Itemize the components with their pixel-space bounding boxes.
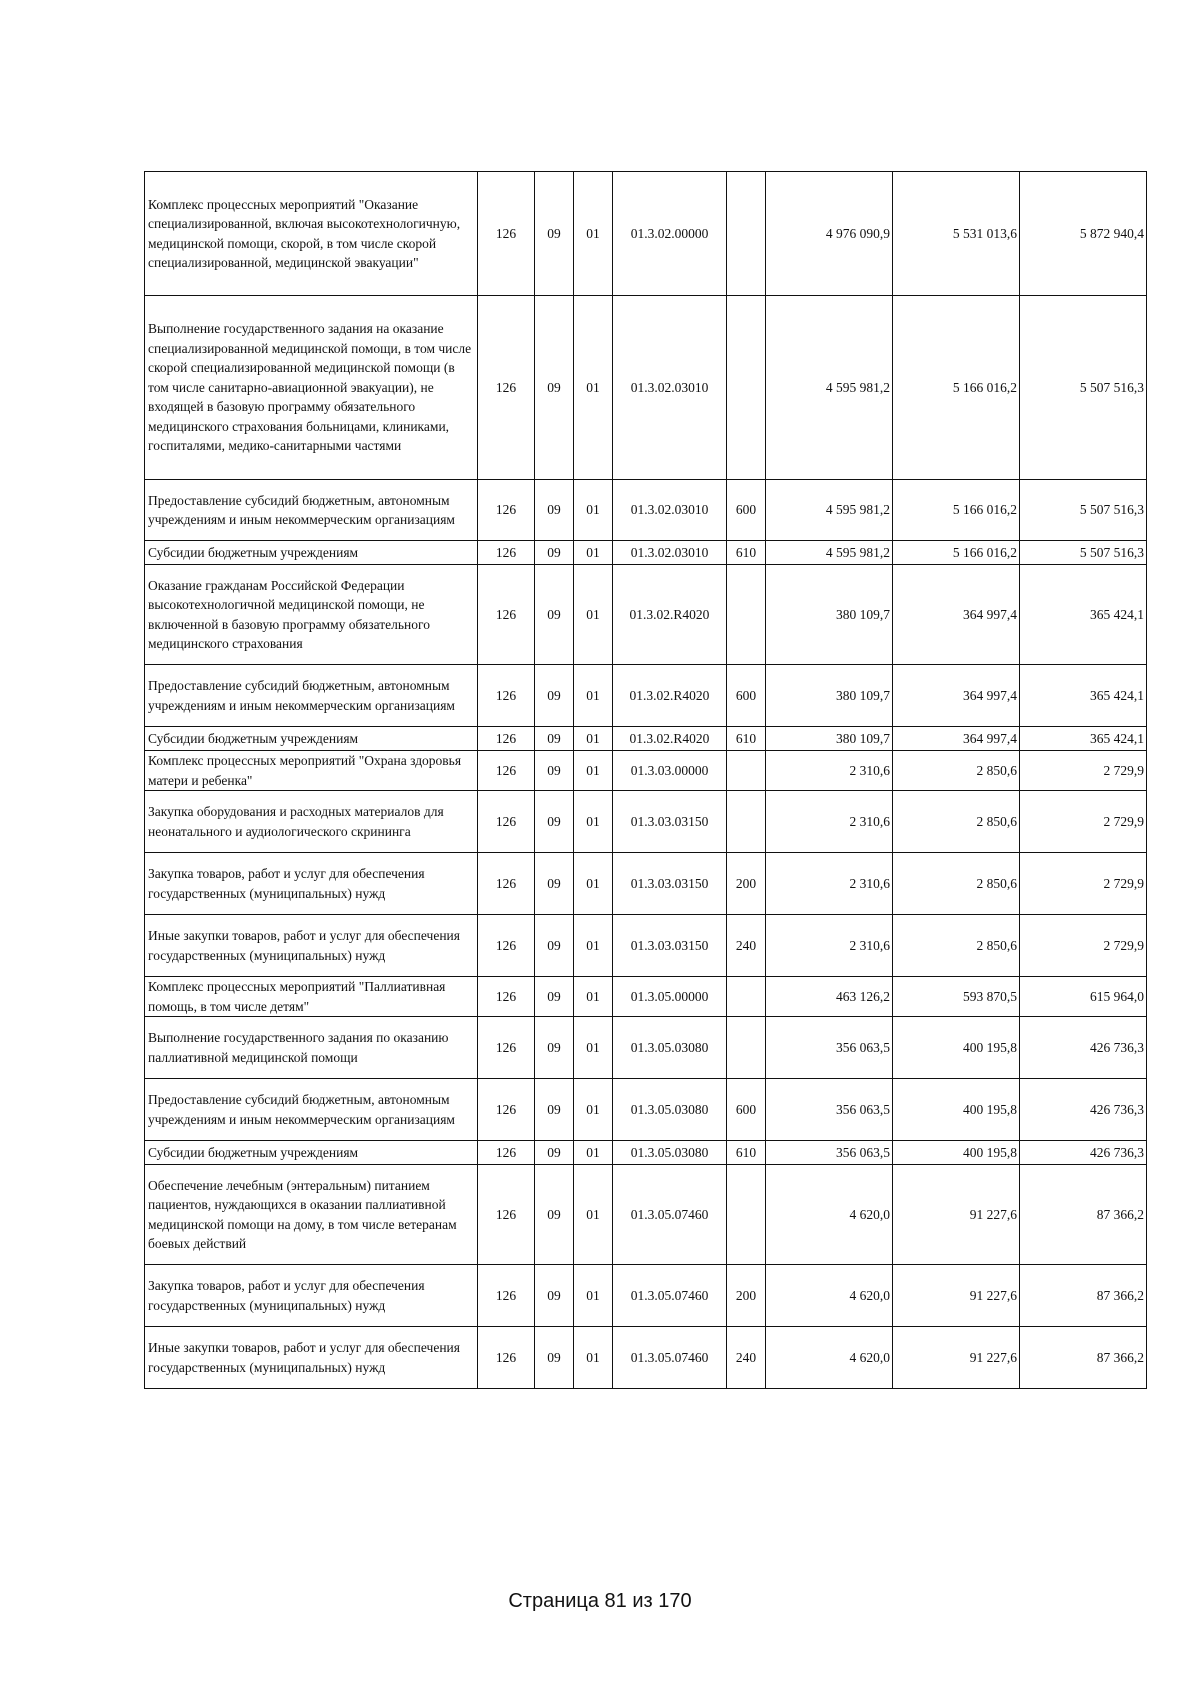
section-code-cell: 09: [535, 977, 574, 1017]
table-row: [145, 565, 1147, 665]
table-row: [145, 1265, 1147, 1327]
ministry-code-cell: 126: [478, 565, 535, 665]
subsection-code-cell: 01: [574, 853, 613, 915]
row-name-cell: Выполнение государственного задания на оказание специализированной медицинской помощи, в том числе скорой специализированной медицинской помощи (в том числе санитарно-авиационной эвакуации), не входящей в базовую программу обязательного медицинского страхования больницами, клиниками, госпиталями, медико-санитарными частями: [145, 296, 478, 480]
ministry-code-cell: 126: [478, 172, 535, 296]
amount-year3-cell: 2 729,9: [1020, 751, 1147, 791]
amount-year1-cell: 4 595 981,2: [766, 480, 893, 541]
section-code-cell: 09: [535, 791, 574, 853]
ministry-code-cell: 126: [478, 1165, 535, 1265]
amount-year1-cell: 4 595 981,2: [766, 541, 893, 565]
ministry-code-cell: 126: [478, 1141, 535, 1165]
amount-year3-cell: 5 507 516,3: [1020, 541, 1147, 565]
section-code-cell: 09: [535, 1165, 574, 1265]
table-row: [145, 915, 1147, 977]
table-row: [145, 791, 1147, 853]
table-row: [145, 853, 1147, 915]
subsection-code-cell: 01: [574, 565, 613, 665]
row-name-cell: Субсидии бюджетным учреждениям: [145, 727, 478, 751]
expense-kind-cell: [727, 977, 766, 1017]
section-code-cell: 09: [535, 296, 574, 480]
subsection-code-cell: 01: [574, 1141, 613, 1165]
subsection-code-cell: 01: [574, 1079, 613, 1141]
ministry-code-cell: 126: [478, 665, 535, 727]
row-name-cell: Закупка товаров, работ и услуг для обеспечения государственных (муниципальных) нужд: [145, 853, 478, 915]
target-article-cell: 01.3.02.R4020: [613, 565, 727, 665]
amount-year1-cell: 356 063,5: [766, 1079, 893, 1141]
expense-kind-cell: 600: [727, 1079, 766, 1141]
amount-year2-cell: 5 166 016,2: [893, 480, 1020, 541]
section-code-cell: 09: [535, 1017, 574, 1079]
amount-year1-cell: 2 310,6: [766, 853, 893, 915]
amount-year2-cell: 364 997,4: [893, 565, 1020, 665]
subsection-code-cell: 01: [574, 296, 613, 480]
row-name-cell: Предоставление субсидий бюджетным, автономным учреждениям и иным некоммерческим организациям: [145, 665, 478, 727]
amount-year2-cell: 2 850,6: [893, 791, 1020, 853]
amount-year2-cell: 2 850,6: [893, 751, 1020, 791]
amount-year3-cell: 87 366,2: [1020, 1165, 1147, 1265]
subsection-code-cell: 01: [574, 172, 613, 296]
section-code-cell: 09: [535, 1327, 574, 1389]
ministry-code-cell: 126: [478, 853, 535, 915]
amount-year3-cell: 365 424,1: [1020, 727, 1147, 751]
section-code-cell: 09: [535, 172, 574, 296]
row-name-cell: Обеспечение лечебным (энтеральным) питанием пациентов, нуждающихся в оказании паллиативной медицинской помощи на дому, в том числе ветеранам боевых действий: [145, 1165, 478, 1265]
table-row: [145, 1327, 1147, 1389]
section-code-cell: 09: [535, 541, 574, 565]
subsection-code-cell: 01: [574, 1017, 613, 1079]
amount-year3-cell: 365 424,1: [1020, 665, 1147, 727]
section-code-cell: 09: [535, 751, 574, 791]
amount-year2-cell: 91 227,6: [893, 1165, 1020, 1265]
target-article-cell: 01.3.05.07460: [613, 1327, 727, 1389]
amount-year1-cell: 380 109,7: [766, 565, 893, 665]
expense-kind-cell: [727, 172, 766, 296]
expense-kind-cell: 240: [727, 915, 766, 977]
amount-year1-cell: 463 126,2: [766, 977, 893, 1017]
row-name-cell: Закупка товаров, работ и услуг для обеспечения государственных (муниципальных) нужд: [145, 1265, 478, 1327]
amount-year3-cell: 87 366,2: [1020, 1265, 1147, 1327]
amount-year2-cell: 2 850,6: [893, 853, 1020, 915]
target-article-cell: 01.3.02.R4020: [613, 727, 727, 751]
target-article-cell: 01.3.05.03080: [613, 1079, 727, 1141]
target-article-cell: 01.3.02.03010: [613, 480, 727, 541]
section-code-cell: 09: [535, 480, 574, 541]
expense-kind-cell: 200: [727, 853, 766, 915]
target-article-cell: 01.3.02.R4020: [613, 665, 727, 727]
amount-year1-cell: 380 109,7: [766, 665, 893, 727]
table-row: [145, 1165, 1147, 1265]
expense-kind-cell: 200: [727, 1265, 766, 1327]
target-article-cell: 01.3.05.03080: [613, 1141, 727, 1165]
expense-kind-cell: [727, 565, 766, 665]
subsection-code-cell: 01: [574, 1265, 613, 1327]
subsection-code-cell: 01: [574, 480, 613, 541]
amount-year1-cell: 4 595 981,2: [766, 296, 893, 480]
table-row: [145, 541, 1147, 565]
amount-year1-cell: 4 976 090,9: [766, 172, 893, 296]
ministry-code-cell: 126: [478, 1265, 535, 1327]
amount-year3-cell: 5 507 516,3: [1020, 480, 1147, 541]
subsection-code-cell: 01: [574, 727, 613, 751]
section-code-cell: 09: [535, 565, 574, 665]
amount-year2-cell: 400 195,8: [893, 1017, 1020, 1079]
target-article-cell: 01.3.02.03010: [613, 296, 727, 480]
expense-kind-cell: [727, 1017, 766, 1079]
table-row: [145, 1141, 1147, 1165]
table-row: [145, 480, 1147, 541]
ministry-code-cell: 126: [478, 541, 535, 565]
amount-year3-cell: 2 729,9: [1020, 853, 1147, 915]
amount-year2-cell: 2 850,6: [893, 915, 1020, 977]
section-code-cell: 09: [535, 1079, 574, 1141]
row-name-cell: Закупка оборудования и расходных материалов для неонатального и аудиологического скрининга: [145, 791, 478, 853]
amount-year3-cell: 426 736,3: [1020, 1141, 1147, 1165]
ministry-code-cell: 126: [478, 1017, 535, 1079]
amount-year2-cell: 593 870,5: [893, 977, 1020, 1017]
expense-kind-cell: 610: [727, 1141, 766, 1165]
ministry-code-cell: 126: [478, 791, 535, 853]
ministry-code-cell: 126: [478, 727, 535, 751]
subsection-code-cell: 01: [574, 977, 613, 1017]
amount-year1-cell: 2 310,6: [766, 915, 893, 977]
amount-year2-cell: 5 166 016,2: [893, 541, 1020, 565]
section-code-cell: 09: [535, 665, 574, 727]
subsection-code-cell: 01: [574, 1327, 613, 1389]
target-article-cell: 01.3.03.03150: [613, 915, 727, 977]
amount-year3-cell: 365 424,1: [1020, 565, 1147, 665]
table-row: [145, 172, 1147, 296]
subsection-code-cell: 01: [574, 791, 613, 853]
expense-kind-cell: 610: [727, 727, 766, 751]
target-article-cell: 01.3.02.00000: [613, 172, 727, 296]
expense-kind-cell: [727, 791, 766, 853]
row-name-cell: Иные закупки товаров, работ и услуг для обеспечения государственных (муниципальных) нужд: [145, 1327, 478, 1389]
amount-year3-cell: 2 729,9: [1020, 791, 1147, 853]
expense-kind-cell: 610: [727, 541, 766, 565]
amount-year2-cell: 91 227,6: [893, 1265, 1020, 1327]
ministry-code-cell: 126: [478, 751, 535, 791]
section-code-cell: 09: [535, 1265, 574, 1327]
row-name-cell: Субсидии бюджетным учреждениям: [145, 541, 478, 565]
target-article-cell: 01.3.05.00000: [613, 977, 727, 1017]
amount-year2-cell: 400 195,8: [893, 1079, 1020, 1141]
table-row: [145, 727, 1147, 751]
ministry-code-cell: 126: [478, 1079, 535, 1141]
expense-kind-cell: [727, 1165, 766, 1265]
target-article-cell: 01.3.03.03150: [613, 853, 727, 915]
target-article-cell: 01.3.05.07460: [613, 1165, 727, 1265]
amount-year3-cell: 5 507 516,3: [1020, 296, 1147, 480]
section-code-cell: 09: [535, 1141, 574, 1165]
row-name-cell: Комплекс процессных мероприятий "Оказание специализированной, включая высокотехнологичную, медицинской помощи, скорой, в том числе скорой специализированной, медицинской эвакуации": [145, 172, 478, 296]
table-row: [145, 977, 1147, 1017]
row-name-cell: Предоставление субсидий бюджетным, автономным учреждениям и иным некоммерческим организациям: [145, 480, 478, 541]
amount-year2-cell: 91 227,6: [893, 1327, 1020, 1389]
amount-year1-cell: 2 310,6: [766, 791, 893, 853]
expense-kind-cell: 600: [727, 665, 766, 727]
section-code-cell: 09: [535, 915, 574, 977]
row-name-cell: Субсидии бюджетным учреждениям: [145, 1141, 478, 1165]
amount-year1-cell: 380 109,7: [766, 727, 893, 751]
subsection-code-cell: 01: [574, 665, 613, 727]
amount-year3-cell: 5 872 940,4: [1020, 172, 1147, 296]
subsection-code-cell: 01: [574, 915, 613, 977]
amount-year2-cell: 364 997,4: [893, 665, 1020, 727]
target-article-cell: 01.3.03.00000: [613, 751, 727, 791]
table-row: [145, 296, 1147, 480]
amount-year1-cell: 356 063,5: [766, 1017, 893, 1079]
row-name-cell: Оказание гражданам Российской Федерации высокотехнологичной медицинской помощи, не включенной в базовую программу обязательного медицинского страхования: [145, 565, 478, 665]
ministry-code-cell: 126: [478, 915, 535, 977]
amount-year3-cell: 615 964,0: [1020, 977, 1147, 1017]
table-body: [145, 172, 1147, 1389]
expense-kind-cell: 240: [727, 1327, 766, 1389]
amount-year2-cell: 400 195,8: [893, 1141, 1020, 1165]
expense-kind-cell: 600: [727, 480, 766, 541]
expense-kind-cell: [727, 296, 766, 480]
subsection-code-cell: 01: [574, 1165, 613, 1265]
amount-year1-cell: 4 620,0: [766, 1265, 893, 1327]
table-row: [145, 1079, 1147, 1141]
target-article-cell: 01.3.05.07460: [613, 1265, 727, 1327]
target-article-cell: 01.3.02.03010: [613, 541, 727, 565]
table-row: [145, 665, 1147, 727]
page-number: Страница 81 из 170: [508, 1590, 692, 1612]
amount-year2-cell: 364 997,4: [893, 727, 1020, 751]
ministry-code-cell: 126: [478, 480, 535, 541]
table-row: [145, 1017, 1147, 1079]
ministry-code-cell: 126: [478, 1327, 535, 1389]
amount-year1-cell: 356 063,5: [766, 1141, 893, 1165]
row-name-cell: Иные закупки товаров, работ и услуг для обеспечения государственных (муниципальных) нужд: [145, 915, 478, 977]
section-code-cell: 09: [535, 853, 574, 915]
subsection-code-cell: 01: [574, 751, 613, 791]
amount-year3-cell: 426 736,3: [1020, 1017, 1147, 1079]
row-name-cell: Комплекс процессных мероприятий "Охрана здоровья матери и ребенка": [145, 751, 478, 791]
expense-kind-cell: [727, 751, 766, 791]
row-name-cell: Выполнение государственного задания по оказанию паллиативной медицинской помощи: [145, 1017, 478, 1079]
section-code-cell: 09: [535, 727, 574, 751]
ministry-code-cell: 126: [478, 977, 535, 1017]
amount-year1-cell: 4 620,0: [766, 1165, 893, 1265]
row-name-cell: Комплекс процессных мероприятий "Паллиативная помощь, в том числе детям": [145, 977, 478, 1017]
subsection-code-cell: 01: [574, 541, 613, 565]
amount-year3-cell: 426 736,3: [1020, 1079, 1147, 1141]
target-article-cell: 01.3.05.03080: [613, 1017, 727, 1079]
amount-year3-cell: 2 729,9: [1020, 915, 1147, 977]
ministry-code-cell: 126: [478, 296, 535, 480]
amount-year3-cell: 87 366,2: [1020, 1327, 1147, 1389]
target-article-cell: 01.3.03.03150: [613, 791, 727, 853]
amount-year2-cell: 5 531 013,6: [893, 172, 1020, 296]
amount-year1-cell: 4 620,0: [766, 1327, 893, 1389]
amount-year2-cell: 5 166 016,2: [893, 296, 1020, 480]
amount-year1-cell: 2 310,6: [766, 751, 893, 791]
budget-table: [144, 171, 1147, 1389]
row-name-cell: Предоставление субсидий бюджетным, автономным учреждениям и иным некоммерческим организациям: [145, 1079, 478, 1141]
table-row: [145, 751, 1147, 791]
